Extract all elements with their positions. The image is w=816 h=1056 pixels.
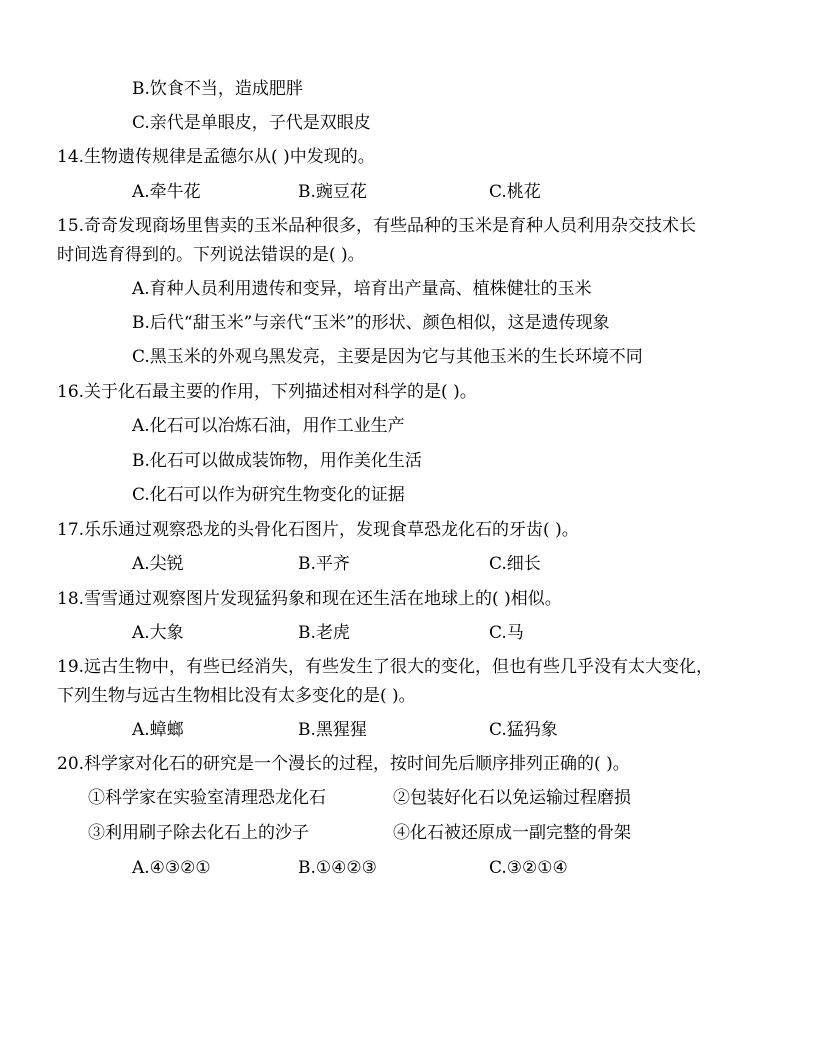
q20-step-2: ②包装好化石以免运输过程磨损 xyxy=(393,788,631,808)
q18-option-a: A.大象 xyxy=(132,623,184,643)
q20-option-c: C.③②①④ xyxy=(489,858,568,878)
q17-stem: 17.乐乐通过观察恐龙的头骨化石图片，发现食草恐龙化石的牙齿( )。 xyxy=(57,520,579,540)
q14-option-c: C.桃花 xyxy=(489,182,541,202)
q14-option-b: B.豌豆花 xyxy=(298,182,367,202)
q13-option-c: C.亲代是单眼皮，子代是双眼皮 xyxy=(132,113,371,133)
q20-step-1: ①科学家在实验室清理恐龙化石 xyxy=(88,788,326,808)
q20-option-b: B.①④②③ xyxy=(298,858,377,878)
q15-option-b: B.后代“甜玉米”与亲代“玉米”的形状、颜色相似，这是遗传现象 xyxy=(132,313,610,333)
q16-stem: 16.关于化石最主要的作用，下列描述相对科学的是( )。 xyxy=(57,382,477,402)
q20-step-4: ④化石被还原成一副完整的骨架 xyxy=(393,823,631,843)
q19-stem-line2: 下列生物与远古生物相比没有太多变化的是( )。 xyxy=(57,686,416,706)
q15-option-a: A.育种人员利用遗传和变异，培育出产量高、植株健壮的玉米 xyxy=(132,279,592,299)
q19-stem-line1: 19.远古生物中，有些已经消失，有些发生了很大的变化，但也有些几乎没有太大变化， xyxy=(57,657,714,677)
q20-step-3: ③利用刷子除去化石上的沙子 xyxy=(88,823,309,843)
q15-stem-line2: 时间选育得到的。下列说法错误的是( )。 xyxy=(57,245,365,265)
q18-option-b: B.老虎 xyxy=(298,623,350,643)
q15-option-c: C.黑玉米的外观乌黑发亮，主要是因为它与其他玉米的生长环境不同 xyxy=(132,347,643,367)
q17-option-c: C.细长 xyxy=(489,554,541,574)
q19-option-c: C.猛犸象 xyxy=(489,720,558,740)
q18-stem: 18.雪雪通过观察图片发现猛犸象和现在还生活在地球上的( )相似。 xyxy=(57,589,562,609)
q19-option-a: A.蟑螂 xyxy=(132,720,184,740)
q20-option-a: A.④③②① xyxy=(132,858,211,878)
q19-option-b: B.黑猩猩 xyxy=(298,720,367,740)
q14-stem: 14.生物遗传规律是孟德尔从( )中发现的。 xyxy=(57,147,375,167)
q17-option-b: B.平齐 xyxy=(298,554,350,574)
q16-option-a: A.化石可以冶炼石油，用作工业生产 xyxy=(132,416,405,436)
q13-option-b: B.饮食不当，造成肥胖 xyxy=(132,79,303,99)
q16-option-b: B.化石可以做成装饰物，用作美化生活 xyxy=(132,451,422,471)
q18-option-c: C.马 xyxy=(489,623,524,643)
q17-option-a: A.尖锐 xyxy=(132,554,184,574)
q16-option-c: C.化石可以作为研究生物变化的证据 xyxy=(132,485,405,505)
q15-stem-line1: 15.奇奇发现商场里售卖的玉米品种很多，有些品种的玉米是育种人员利用杂交技术长 xyxy=(57,216,697,236)
q20-stem: 20.科学家对化石的研究是一个漫长的过程，按时间先后顺序排列正确的( )。 xyxy=(57,754,630,774)
q14-option-a: A.牵牛花 xyxy=(132,182,201,202)
